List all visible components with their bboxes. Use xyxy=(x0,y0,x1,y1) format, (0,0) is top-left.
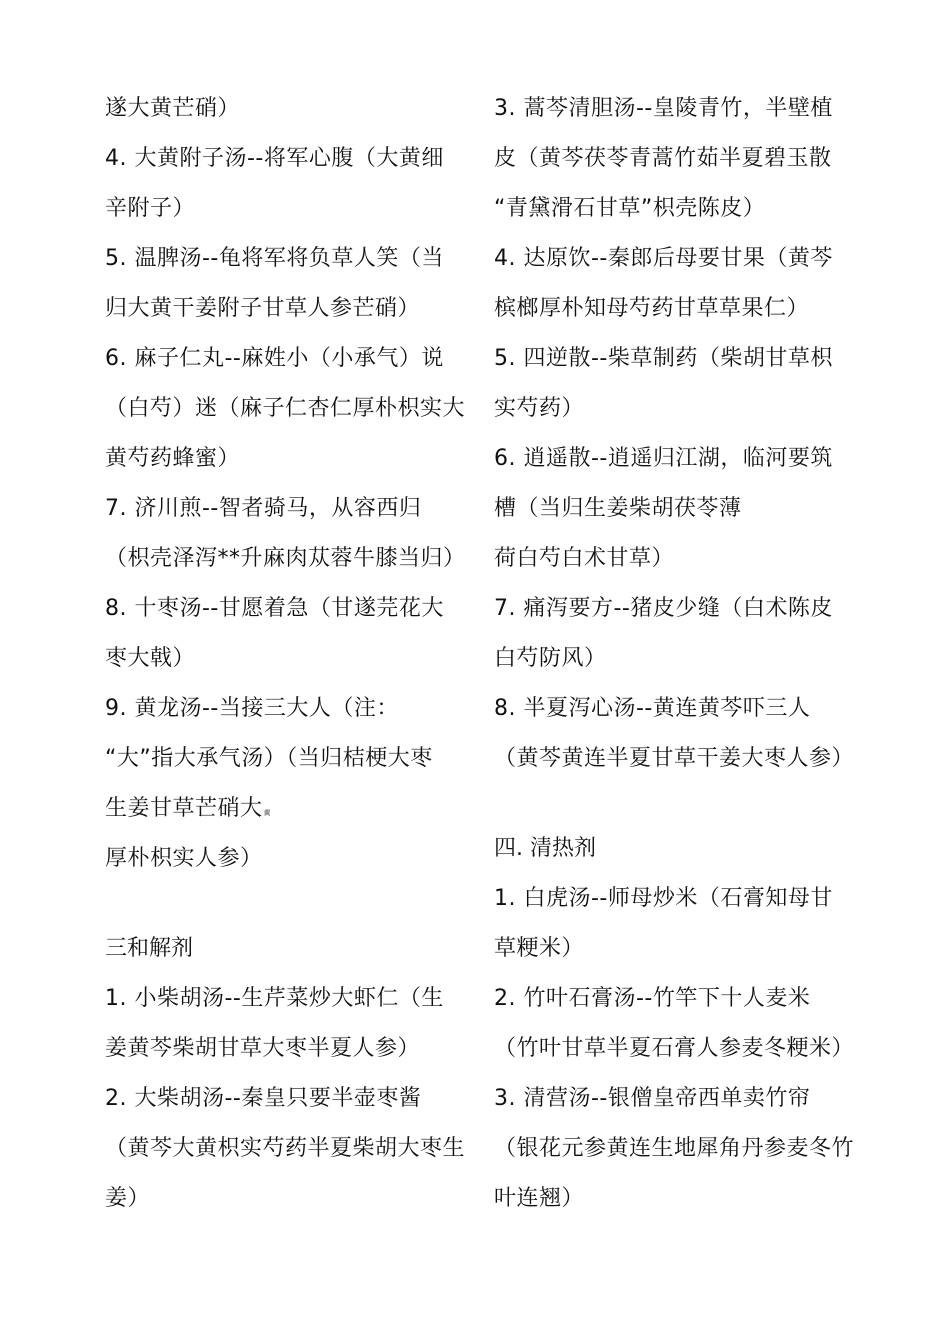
section-gap xyxy=(494,784,878,824)
text-line: 1. 白虎汤--师母炒米（石膏知母甘 xyxy=(494,886,833,911)
text-line: （黄芩黄连半夏甘草干姜大枣人参） xyxy=(494,746,855,771)
tiny-mark: 黄 xyxy=(263,809,272,817)
text-line: 5. 四逆散--柴草制药（柴胡甘草枳 xyxy=(494,346,833,371)
text-line: （白芍）迷（麻子仁杏仁厚朴枳实大 xyxy=(105,396,466,421)
text-line: 4. 达原饮--秦郎后母要甘果（黄芩 xyxy=(494,246,833,271)
text-line: 2. 大柴胡汤--秦皇只要半壶枣酱 xyxy=(105,1086,422,1111)
section-heading-heat-clearing: 四. 清热剂 xyxy=(494,836,596,861)
text-line: 归大黄干姜附子甘草人参芒硝） xyxy=(105,296,421,321)
text-line: 8. 半夏泻心汤--黄连黄芩吓三人 xyxy=(494,696,811,721)
text-line: 辛附子） xyxy=(105,196,196,221)
text-line: 8. 十枣汤--甘愿着急（甘遂芫花大 xyxy=(105,596,444,621)
text-line: “大”指大承气汤）（当归桔梗大枣 xyxy=(105,746,433,771)
text-line: 姜黄芩柴胡甘草大枣半夏人参） xyxy=(105,1036,421,1061)
text-line: 皮（黄芩茯苓青蒿竹茹半夏碧玉散 xyxy=(494,146,832,171)
text-line: （银花元参黄连生地犀角丹参麦冬竹 xyxy=(494,1136,855,1161)
text-line: 4. 大黄附子汤--将军心腹（大黄细 xyxy=(105,146,444,171)
text-line: 3. 清营汤--银僧皇帝西单卖竹帘 xyxy=(494,1086,811,1111)
text-line: 6. 麻子仁丸--麻姓小（小承气）说 xyxy=(105,346,444,371)
text-line: 厚朴枳实人参） xyxy=(105,846,263,871)
text-line: （竹叶甘草半夏石膏人参麦冬粳米） xyxy=(494,1036,855,1061)
text-line: 3. 蒿芩清胆汤--皇陵青竹，半壁植 xyxy=(494,96,833,121)
text-line: 9. 黄龙汤--当接三大人（注： xyxy=(105,696,399,721)
text-line: 槽（当归生姜柴胡茯苓薄 xyxy=(494,496,742,521)
text-line: 黄芍药蜂蜜） xyxy=(105,446,241,471)
text-line: 7. 济川煎--智者骑马，从容西归 xyxy=(105,496,422,521)
text-line: 遂大黄芒硝） xyxy=(105,96,241,121)
text-line: 荷白芍白术甘草） xyxy=(494,546,675,571)
text-line: 5. 温脾汤--龟将军将负草人笑（当 xyxy=(105,246,444,271)
text-line: 白芍防风） xyxy=(494,646,607,671)
left-column xyxy=(105,84,489,1224)
section-heading-harmonizing: 三和解剂 xyxy=(105,936,194,961)
text-line: （枳壳泽泻**升麻肉苁蓉牛膝当归） xyxy=(105,546,466,571)
text-line: （黄芩大黄枳实芍药半夏柴胡大枣生 xyxy=(105,1136,466,1161)
text-line: 草粳米） xyxy=(494,936,585,961)
section-gap xyxy=(105,884,489,924)
text-line: 槟榔厚朴知母芍药甘草草果仁） xyxy=(494,296,810,321)
text-line xyxy=(105,784,489,834)
text-line: 姜） xyxy=(105,1186,151,1211)
text-line: 2. 竹叶石膏汤--竹竿下十人麦米 xyxy=(494,986,811,1011)
text-line: “青黛滑石甘草”枳壳陈皮） xyxy=(494,196,766,221)
text-line: 6. 逍遥散--逍遥归江湖，临河要筑 xyxy=(494,446,833,471)
text-line: 7. 痛泻要方--猪皮少缝（白术陈皮 xyxy=(494,596,833,621)
text-line: 1. 小柴胡汤--生芹菜炒大虾仁（生 xyxy=(105,986,444,1011)
text-line: 实芍药） xyxy=(494,396,585,421)
text-line-content: 生姜甘草芒硝大 xyxy=(105,796,263,821)
text-line: 枣大戟） xyxy=(105,646,196,671)
text-line: 叶连翘） xyxy=(494,1186,585,1211)
right-column xyxy=(494,84,878,1224)
